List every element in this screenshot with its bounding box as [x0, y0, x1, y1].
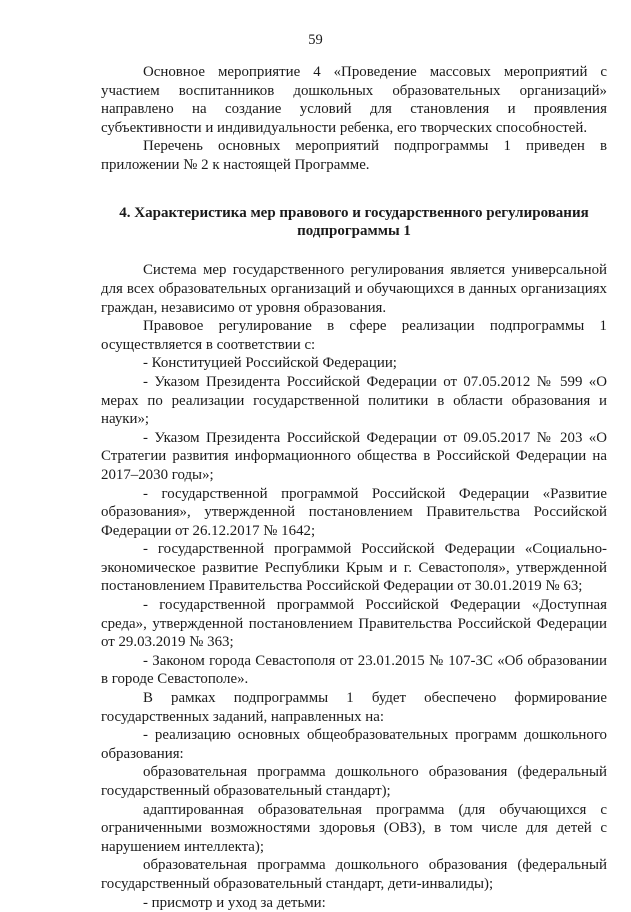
list-item-decree-599: - Указом Президента Российской Федерации от 07.05.2012 № 599 «О мерах по реализации государственной политики в области образования и науки»;: [101, 373, 607, 428]
document-body: [101, 63, 607, 912]
section-heading-line-2: подпрограммы 1: [297, 222, 411, 239]
list-item-preschool-programs: - реализацию основных общеобразовательных программ дошкольного образования:: [101, 727, 607, 762]
paragraph-main-event-4: Основное мероприятие 4 «Проведение массовых мероприятий с участием воспитанников дошкольных образовательных организаций» направлено на создание условий для становления и проявления субъективности и индивидуальности ребенка, его творческих способностей.: [101, 64, 607, 136]
list-item-sevastopol-law: - Законом города Севастополя от 23.01.2015 № 107-ЗС «Об образовании в городе Севастополе».: [101, 652, 607, 688]
list-item-program-education: - государственной программой Российской Федерации «Развитие образования», утвержденной постановлением Правительства Российской Федерации от 26.12.2017 № 1642;: [101, 485, 607, 539]
list-item-fgos-program: образовательная программа дошкольного образования (федеральный государственный образовательный стандарт);: [101, 764, 607, 799]
page-number: 59: [308, 32, 323, 48]
list-item-program-accessible: - государственной программой Российской Федерации «Доступная среда», утвержденной постановлением Правительства Российской Федерации от 29.03.2019 № 363;: [101, 597, 607, 651]
list-item-adapted-program: адаптированная образовательная программа (для обучающихся с ограниченными возможностями здоровья (ОВЗ), в том числе для детей с нарушением интеллекта);: [101, 801, 607, 855]
paragraph-state-tasks: В рамках подпрограммы 1 будет обеспечено формирование государственных заданий, направленных на:: [101, 690, 607, 725]
list-item-constitution: - Конституцией Российской Федерации;: [143, 355, 397, 372]
section-heading: [101, 204, 607, 241]
section-heading-line-1: 4. Характеристика мер правового и государственного регулирования: [119, 204, 589, 221]
paragraph-events-list: Перечень основных мероприятий подпрограммы 1 приведен в приложении № 2 к настоящей Программе.: [101, 138, 607, 173]
paragraph-regulation-system: Система мер государственного регулирования является универсальной для всех образовательных организаций и обучающихся в данных организациях граждан, независимо от уровня образования.: [101, 262, 607, 316]
list-item-decree-203: - Указом Президента Российской Федерации от 09.05.2017 № 203 «О Стратегии развития информационного общества в Российской Федерации на 2017–2030 годы»;: [101, 429, 607, 483]
paragraph-legal-regulation: Правовое регулирование в сфере реализации подпрограммы 1 осуществляется в соответствии с:: [101, 318, 607, 353]
list-item-childcare: - присмотр и уход за детьми:: [143, 894, 326, 911]
list-item-program-crimea: - государственной программой Российской Федерации «Социально-экономическое развитие Республики Крым и г. Севастополя», утвержденной постановлением Правительства Российской Федерации от 30.01.2019 № 63;: [101, 541, 607, 595]
list-item-disabled-program: образовательная программа дошкольного образования (федеральный государственный образовательный стандарт, дети-инвалиды);: [101, 857, 607, 892]
